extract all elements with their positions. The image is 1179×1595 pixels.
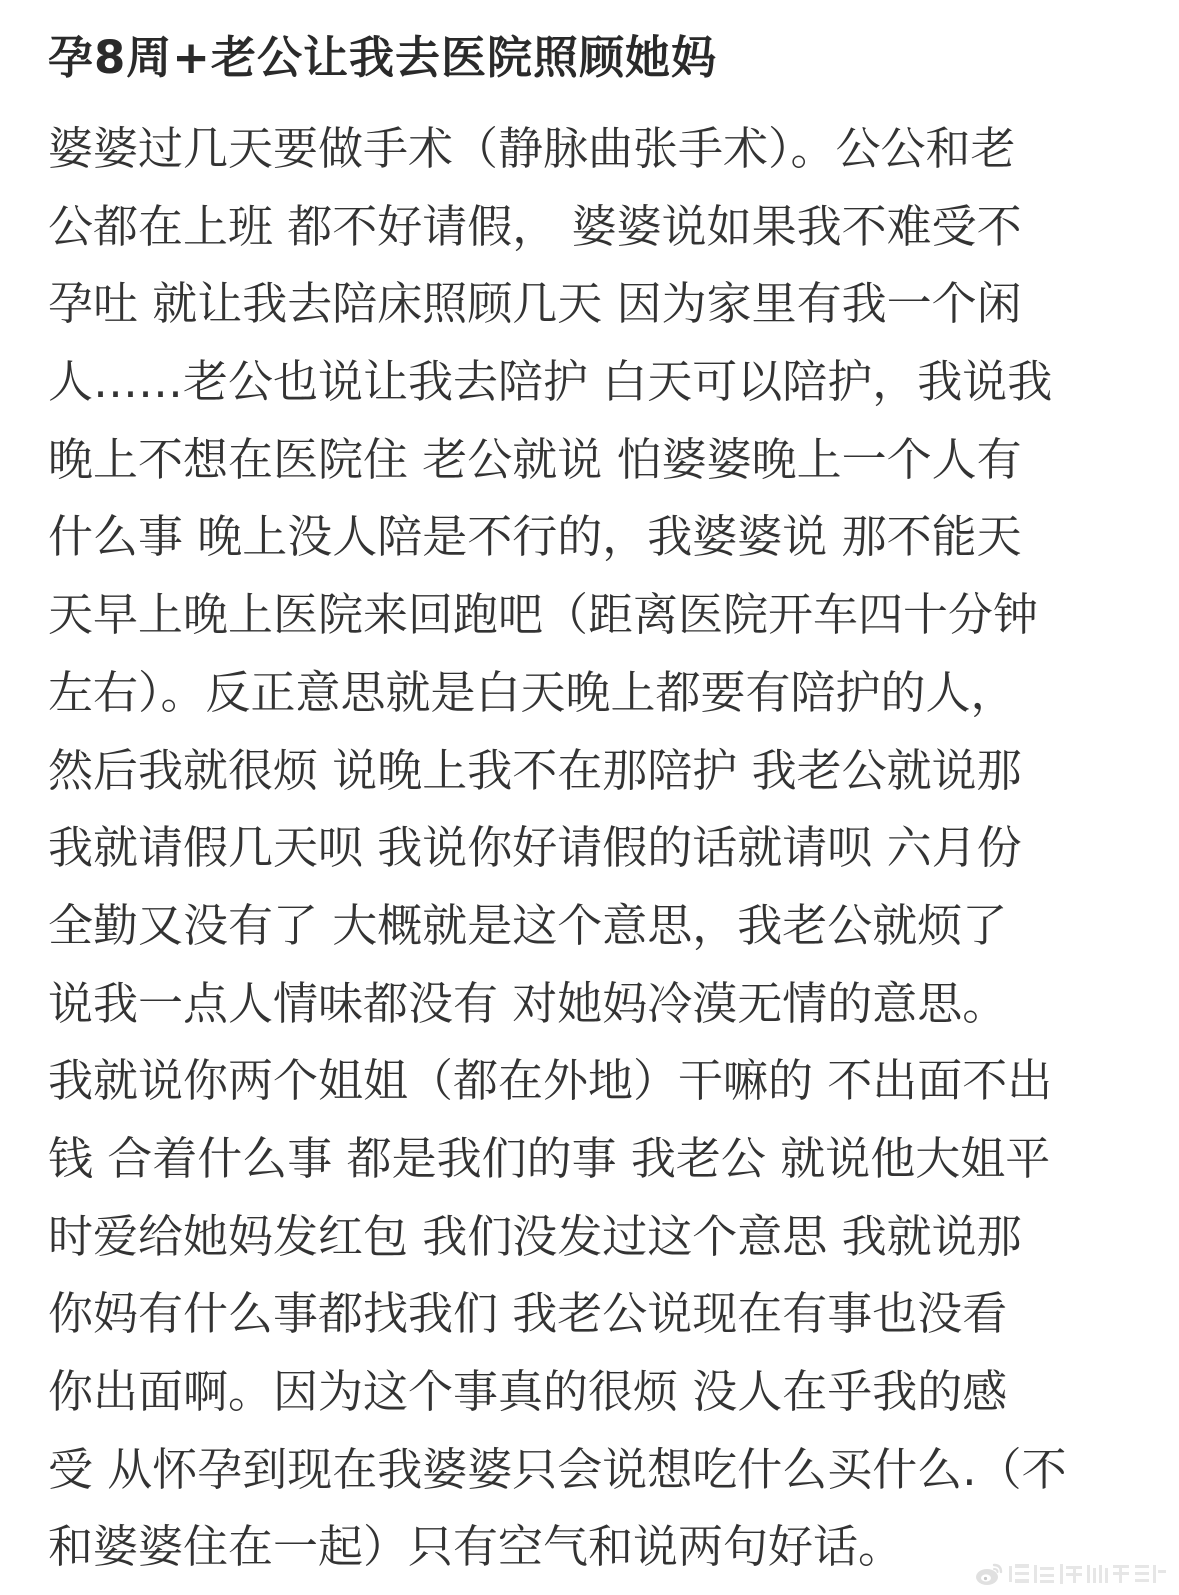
post-body-line: 和婆婆住在一起）只有空气和说两句好话。 [48,1520,904,1574]
post-body [48,110,1138,1586]
post-body-line: 然后我就很烦 说晚上我不在那陪护 我老公就说那 [48,743,1022,797]
post-body-line: 左右）。反正意思就是白天晚上都要有陪护的人， [48,665,1016,719]
post-body-line: 你妈有什么事都找我们 我老公说现在有事也没看 [48,1287,1008,1341]
post-body-line: 人……老公也说让我去陪护 白天可以陪护，我说我 [48,355,1053,409]
post-title: 孕8周+老公让我去医院照顾她妈 [48,31,718,84]
post-body-line: 说我一点人情味都没有 对她妈冷漠无情的意思。 [48,976,1008,1030]
weibo-logo-icon [974,1561,1004,1587]
post-body-line: 晚上不想在医院住 老公就说 怕婆婆晚上一个人有 [48,432,1022,486]
watermark-text-graphic [1007,1562,1167,1586]
post-body-line: 全勤又没有了 大概就是这个意思，我老公就烦了 [48,898,1008,952]
post-body-line: 时爱给她妈发红包 我们没发过这个意思 我就说那 [48,1209,1022,1263]
post-body-line: 钱 合着什么事 都是我们的事 我老公 就说他大姐平 [48,1131,1051,1185]
post [48,0,1138,1586]
post-body-line: 我就请假几天呗 我说你好请假的话就请呗 六月份 [48,821,1022,875]
post-body-line: 天早上晚上医院来回跑吧（距离医院开车四十分钟 [48,588,1039,642]
post-body-line: 婆婆过几天要做手术（静脉曲张手术）。公公和老 [48,122,1016,175]
watermark [967,1559,1167,1589]
post-body-line: 我就说你两个姐姐（都在外地）干嘛的 不出面不出 [48,1054,1053,1108]
post-body-line: 受 从怀孕到现在我婆婆只会说想吃什么买什么.（不 [48,1442,1067,1496]
post-body-line: 公都在上班 都不好请假， 婆婆说如果我不难受不 [48,199,1022,253]
post-body-line: 什么事 晚上没人陪是不行的，我婆婆说 那不能天 [48,510,1022,564]
post-body-line: 你出面啊。因为这个事真的很烦 没人在乎我的感 [48,1365,1008,1418]
post-body-line: 孕吐 就让我去陪床照顾几天 因为家里有我一个闲 [48,277,1022,331]
